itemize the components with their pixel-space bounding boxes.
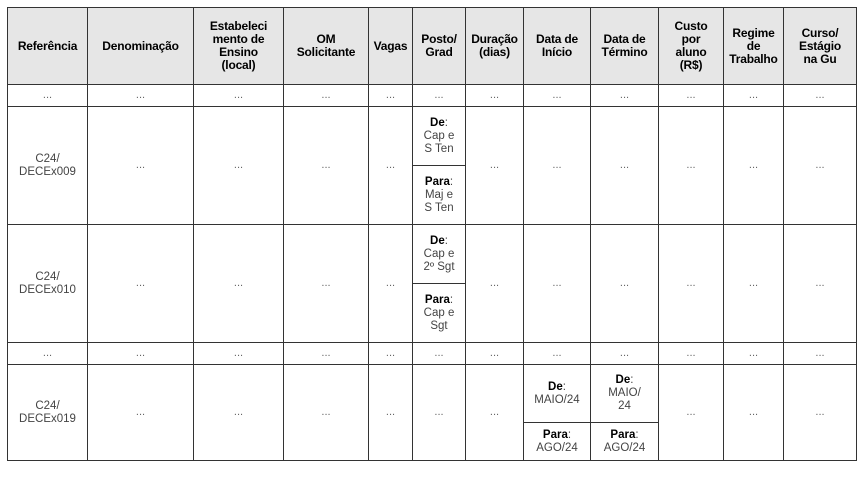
header-row xyxy=(8,8,857,85)
inicio-de-cell: De: MAIO/24 xyxy=(524,365,591,423)
de-label: De xyxy=(548,380,563,393)
termino-de-value: MAIO/ 24 xyxy=(608,387,641,412)
ellipsis-cell: ... xyxy=(194,107,284,225)
ellipsis-cell: ... xyxy=(784,85,857,107)
inicio-para-cell: Para: AGO/24 xyxy=(524,423,591,461)
table-row-ellipsis xyxy=(8,343,857,365)
header-curso-estagio: Curso/ Estágio na Gu xyxy=(784,8,857,85)
ellipsis-cell: ... xyxy=(659,365,724,461)
header-referencia: Referência xyxy=(8,8,88,85)
ellipsis-cell: ... xyxy=(194,365,284,461)
ellipsis-cell: ... xyxy=(591,107,659,225)
ellipsis-cell: ... xyxy=(284,225,369,343)
ellipsis-cell: ... xyxy=(724,107,784,225)
posto-de-value: Cap e S Ten xyxy=(423,129,455,155)
inicio-para-value: AGO/24 xyxy=(536,441,578,454)
ellipsis-cell: ... xyxy=(591,343,659,365)
ref-cell: C24/ DECEx019 xyxy=(8,365,88,461)
posto-para-cell: Para: Cap e Sgt xyxy=(413,284,466,343)
ellipsis-cell: ... xyxy=(784,365,857,461)
header-regime: Regime de Trabalho xyxy=(724,8,784,85)
ellipsis-cell: ... xyxy=(466,107,524,225)
header-posto-grad: Posto/ Grad xyxy=(413,8,466,85)
ellipsis-cell: ... xyxy=(659,107,724,225)
ellipsis-cell: ... xyxy=(194,85,284,107)
ellipsis-cell: ... xyxy=(88,107,194,225)
para-label: Para xyxy=(542,428,568,441)
para-label: Para xyxy=(610,428,636,441)
ellipsis-cell: ... xyxy=(369,85,413,107)
de-label: De xyxy=(430,116,445,129)
ellipsis-cell: ... xyxy=(413,365,466,461)
ellipsis-cell: ... xyxy=(784,343,857,365)
ellipsis-cell: ... xyxy=(524,343,591,365)
posto-de-cell: De: Cap e S Ten xyxy=(413,107,466,166)
ellipsis-cell: ... xyxy=(724,85,784,107)
header-data-inicio: Data de Início xyxy=(524,8,591,85)
ellipsis-cell: ... xyxy=(284,343,369,365)
ellipsis-cell: ... xyxy=(88,365,194,461)
ellipsis-cell: ... xyxy=(659,225,724,343)
table-row-ellipsis xyxy=(8,85,857,107)
ellipsis-cell: ... xyxy=(369,225,413,343)
posto-para-value: Cap e Sgt xyxy=(423,306,455,332)
ellipsis-cell: ... xyxy=(8,343,88,365)
ellipsis-cell: ... xyxy=(724,365,784,461)
ellipsis-cell: ... xyxy=(724,343,784,365)
ellipsis-cell: ... xyxy=(88,85,194,107)
ellipsis-cell: ... xyxy=(591,225,659,343)
posto-de-value: Cap e 2º Sgt xyxy=(423,247,455,273)
ellipsis-cell: ... xyxy=(724,225,784,343)
header-om-solicitante: OM Solicitante xyxy=(284,8,369,85)
ellipsis-cell: ... xyxy=(284,365,369,461)
ellipsis-cell: ... xyxy=(194,343,284,365)
ellipsis-cell: ... xyxy=(466,85,524,107)
ellipsis-cell: ... xyxy=(659,85,724,107)
ellipsis-cell: ... xyxy=(524,85,591,107)
header-denominacao: Denominação xyxy=(88,8,194,85)
ellipsis-cell: ... xyxy=(369,107,413,225)
ellipsis-cell: ... xyxy=(784,225,857,343)
header-custo: Custo por aluno (R$) xyxy=(659,8,724,85)
header-vagas: Vagas xyxy=(369,8,413,85)
table-row-decex019 xyxy=(8,365,857,423)
para-label: Para xyxy=(424,175,450,188)
ellipsis-cell: ... xyxy=(284,107,369,225)
ellipsis-cell: ... xyxy=(591,85,659,107)
ellipsis-cell: ... xyxy=(194,225,284,343)
de-label: De xyxy=(430,234,445,247)
para-label: Para xyxy=(424,293,450,306)
ellipsis-cell: ... xyxy=(413,85,466,107)
ellipsis-cell: ... xyxy=(88,225,194,343)
ellipsis-cell: ... xyxy=(413,343,466,365)
ref-cell: C24/ DECEx010 xyxy=(8,225,88,343)
ref-cell: C24/ DECEx009 xyxy=(8,107,88,225)
ellipsis-cell: ... xyxy=(8,85,88,107)
termino-para-cell: Para: AGO/24 xyxy=(591,423,659,461)
ellipsis-cell: ... xyxy=(524,225,591,343)
ellipsis-cell: ... xyxy=(524,107,591,225)
de-label: De xyxy=(615,374,631,386)
ellipsis-cell: ... xyxy=(369,343,413,365)
ellipsis-cell: ... xyxy=(369,365,413,461)
inicio-de-value: MAIO/24 xyxy=(534,393,580,406)
header-duracao: Duração (dias) xyxy=(466,8,524,85)
posto-para-value: Maj e S Ten xyxy=(424,188,454,214)
ellipsis-cell: ... xyxy=(466,225,524,343)
table-row-decex010 xyxy=(8,225,857,284)
ellipsis-cell: ... xyxy=(88,343,194,365)
ellipsis-cell: ... xyxy=(784,107,857,225)
ellipsis-cell: ... xyxy=(284,85,369,107)
termino-de-cell: De: MAIO/ 24 xyxy=(591,365,659,423)
ellipsis-cell: ... xyxy=(659,343,724,365)
header-estabelecimento: Estabeleci mento de Ensino (local) xyxy=(194,8,284,85)
ellipsis-cell: ... xyxy=(466,365,524,461)
ellipsis-cell: ... xyxy=(466,343,524,365)
table-row-decex009 xyxy=(8,107,857,166)
posto-para-cell: Para: Maj e S Ten xyxy=(413,166,466,225)
posto-de-cell: De: Cap e 2º Sgt xyxy=(413,225,466,284)
courses-table xyxy=(7,7,857,461)
header-data-termino: Data de Término xyxy=(591,8,659,85)
termino-para-value: AGO/24 xyxy=(603,441,646,454)
